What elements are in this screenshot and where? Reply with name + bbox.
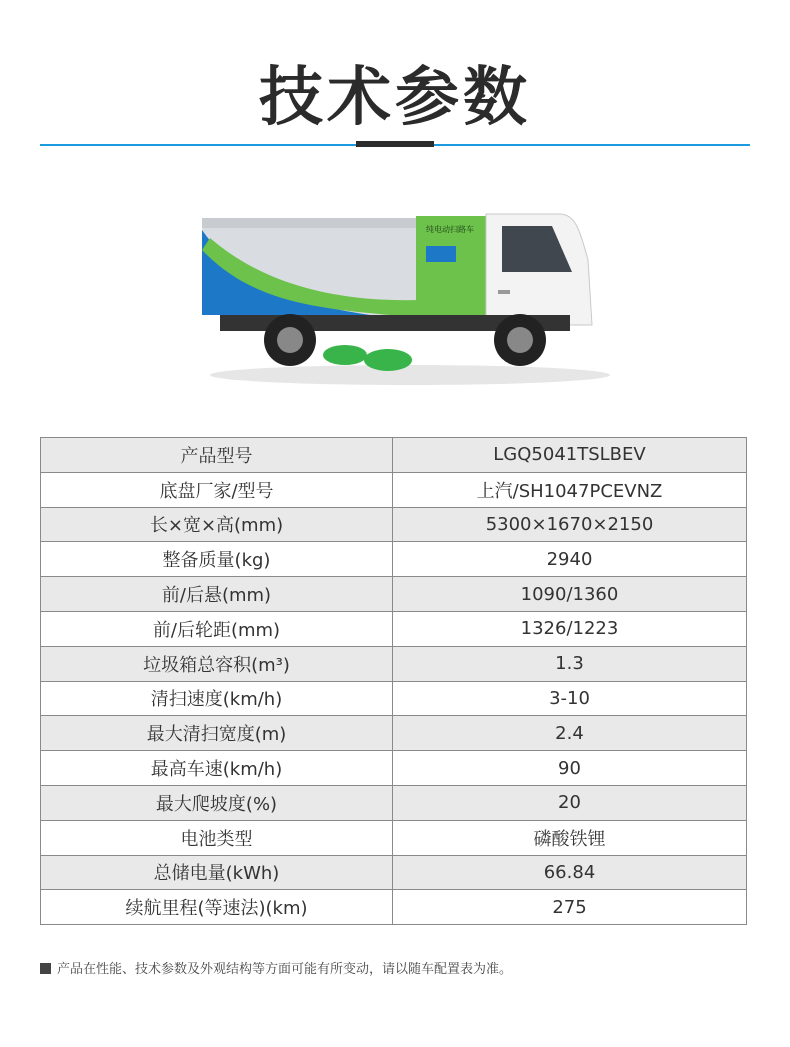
spec-value: 66.84 — [393, 855, 747, 890]
table-row — [41, 855, 747, 890]
table-row — [41, 820, 747, 855]
spec-label: 前/后悬(mm) — [41, 577, 393, 612]
table-row — [41, 646, 747, 681]
spec-label: 最大爬坡度(%) — [41, 785, 393, 820]
spec-value: 1326/1223 — [393, 611, 747, 646]
spec-label: 总储电量(kWh) — [41, 855, 393, 890]
table-row — [41, 577, 747, 612]
bullet-square-icon — [40, 963, 51, 974]
spec-value: 5300×1670×2150 — [393, 507, 747, 542]
table-row — [41, 751, 747, 786]
spec-label: 电池类型 — [41, 820, 393, 855]
spec-table — [40, 437, 747, 925]
spec-label: 续航里程(等速法)(km) — [41, 890, 393, 925]
spec-label: 底盘厂家/型号 — [41, 472, 393, 507]
spec-value: 2.4 — [393, 716, 747, 751]
spec-value: 275 — [393, 890, 747, 925]
spec-label: 垃圾箱总容积(m³) — [41, 646, 393, 681]
spec-label: 前/后轮距(mm) — [41, 611, 393, 646]
spec-value: 2940 — [393, 542, 747, 577]
table-row — [41, 438, 747, 473]
table-row — [41, 611, 747, 646]
disclaimer-note — [40, 960, 750, 980]
spec-value: 20 — [393, 785, 747, 820]
page-title: 技术参数 — [259, 61, 531, 135]
spec-value: 磷酸铁锂 — [393, 820, 747, 855]
spec-label: 最大清扫宽度(m) — [41, 716, 393, 751]
spec-label: 整备质量(kg) — [41, 542, 393, 577]
spec-label: 产品型号 — [41, 438, 393, 473]
title-underline-accent — [356, 141, 434, 147]
spec-label: 清扫速度(km/h) — [41, 681, 393, 716]
ev-badge-text: 纯电动扫路车 — [426, 225, 474, 234]
table-row — [41, 716, 747, 751]
table-row — [41, 785, 747, 820]
spec-label: 长×宽×高(mm) — [41, 507, 393, 542]
spec-value: 90 — [393, 751, 747, 786]
spec-value: 上汽/SH1047PCEVNZ — [393, 472, 747, 507]
spec-value: 1.3 — [393, 646, 747, 681]
table-row — [41, 681, 747, 716]
disclaimer-text: 产品在性能、技术参数及外观结构等方面可能有所变动，请以随车配置表为准。 — [57, 962, 513, 977]
table-row — [41, 542, 747, 577]
table-row — [41, 472, 747, 507]
table-row — [41, 890, 747, 925]
table-row — [41, 507, 747, 542]
spec-label: 最高车速(km/h) — [41, 751, 393, 786]
spec-value: 1090/1360 — [393, 577, 747, 612]
street-sweeper-image — [180, 190, 620, 390]
spec-value: LGQ5041TSLBEV — [393, 438, 747, 473]
spec-value: 3-10 — [393, 681, 747, 716]
